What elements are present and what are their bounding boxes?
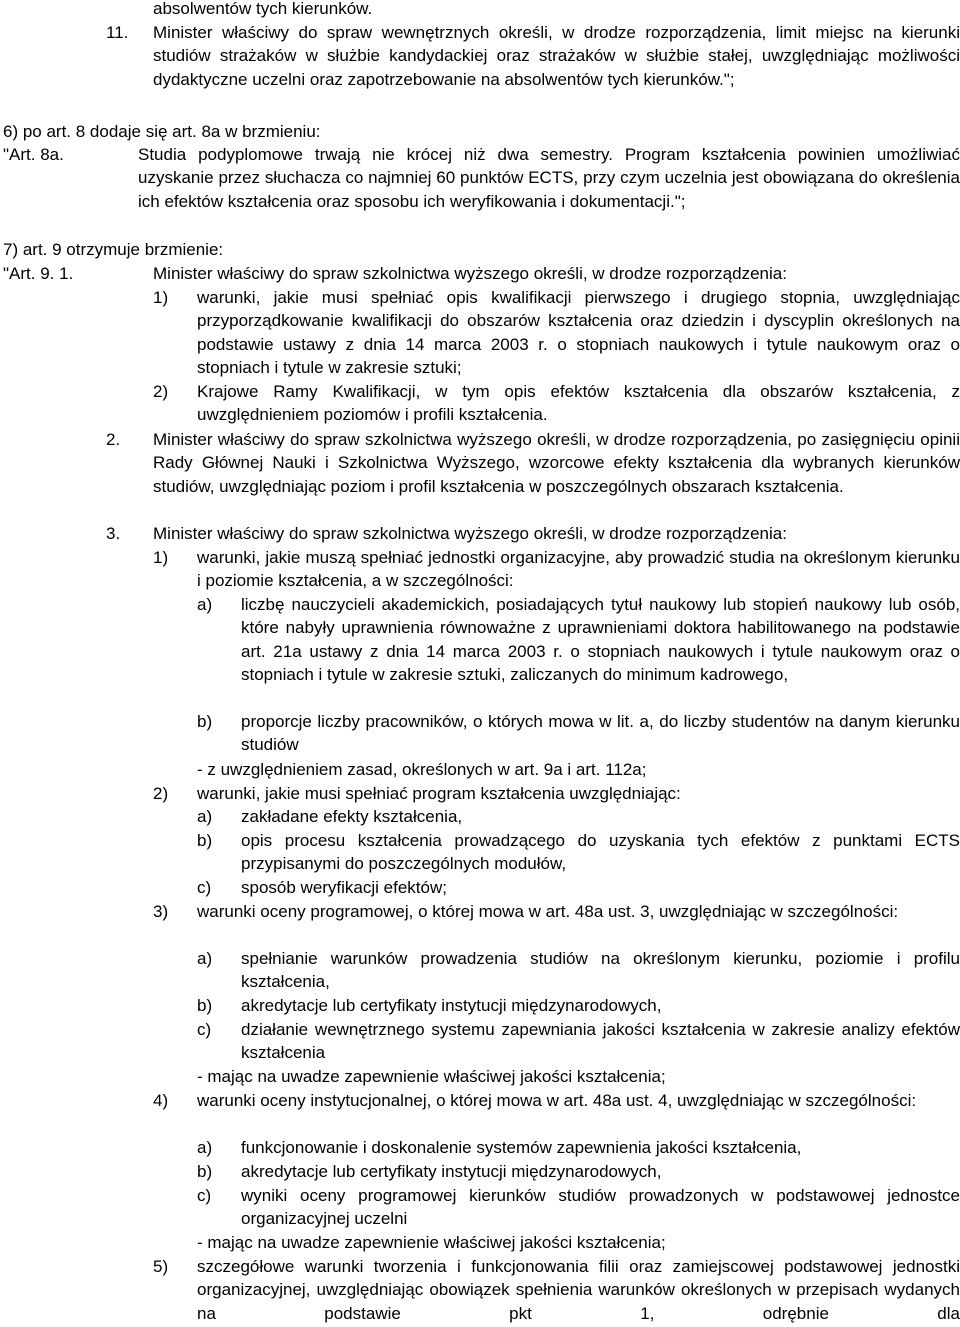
ust-3-pkt-1-text: warunki, jakie muszą spełniać jednostki organizacyjne, aby prowadzić studia na określonym kierunku i poziomie kształcenia, a w szczególności: (197, 548, 960, 591)
ust-3-pkt-1-lit-a-text: liczbę nauczycieli akademickich, posiadających tytuł naukowy lub stopień naukowy lub osób, które nabyły uprawnienia równoważne z uprawnieniami doktora habilitowanego na podstawie art. 21a ustawy z dnia 14 marca 2003 r. o stopniach naukowych i tytule naukowym oraz o stopniach i tytule w zakresie sztuki, zaliczanych do minimum kadrowego, (241, 595, 960, 685)
art-8a-label: "Art. 8a. (3, 145, 64, 164)
ust-3-pkt-2-lit-a-text: zakładane efekty kształcenia, (241, 807, 463, 826)
art-9-ust-1-pkt-1-number: 1) (153, 288, 169, 307)
art-9-ust-2-text: Minister właściwy do spraw szkolnictwa wyższego określi, w drodze rozporządzenia, po zasięgnięciu opinii Rady Głównej Nauki i Szkolnictwa Wyższego, wzorcowe efekty kształcenia dla wybranych kierunków studiów, uwzględniając poziom i profil kształcenia w poszczególnych obszarach kształcenia. (153, 430, 960, 496)
art-9-ust-3-number: 3. (106, 524, 121, 543)
art-9-ust-1-pkt-2-text: Krajowe Ramy Kwalifikacji, w tym opis efektów kształcenia dla obszarów kształcenia, z uwzględnieniem poziomów i profili kształcenia. (197, 382, 960, 425)
ust-3-pkt-4-lit-a-text: funkcjonowanie i doskonalenie systemów zapewnienia jakości kształcenia, (241, 1138, 802, 1157)
art-9-ust-1-pkt-1-text: warunki, jakie musi spełniać opis kwalifikacji pierwszego i drugiego stopnia, uwzględniając przyporządkowanie kwalifikacji do obszarów kształcenia oraz dziedzin i dyscyplin określonych na podstawie ustawy z dnia 14 marca 2003 r. o stopniach naukowych i tytule naukowym oraz o stopniach i tytule w zakresie sztuki; (197, 288, 960, 378)
ust-3-pkt-3-lit-a-letter: a) (197, 949, 213, 968)
ust-3-pkt-2-lit-c-letter: c) (197, 878, 212, 897)
item-11-number: 11. (106, 23, 129, 42)
ust-3-pkt-5-text: szczegółowe warunki tworzenia i funkcjonowania filii oraz zamiejscowej podstawowej jednostki organizacyjnej, uwzględniając obowiązek spełnienia warunków określonych w przepisach wydanych na podstawie pkt 1, odrębnie dla (197, 1257, 960, 1323)
ust-3-pkt-2-number: 2) (153, 784, 169, 803)
ust-3-pkt-4-number: 4) (153, 1091, 169, 1110)
ust-3-pkt-1-lit-a-letter: a) (197, 595, 213, 614)
ust-3-pkt-2-text: warunki, jakie musi spełniać program kształcenia uwzględniając: (197, 784, 681, 803)
ust-3-pkt-2-lit-b-text: opis procesu kształcenia prowadzącego do uzyskania tych efektów z punktami ECTS przypisanymi do poszczególnych modułów, (241, 831, 960, 874)
ust-3-pkt-3-lit-a-text: spełnianie warunków prowadzenia studiów na określonym kierunku, poziomie i profilu kształcenia, (241, 949, 960, 992)
ust-3-pkt-1-number: 1) (153, 548, 169, 567)
art-9-label: "Art. 9. 1. (3, 264, 74, 283)
ust-3-pkt-1-tail: - z uwzględnieniem zasad, określonych w art. 9a i art. 112a; (197, 760, 647, 779)
ust-3-pkt-2-lit-c-text: sposób weryfikacji efektów; (241, 878, 447, 897)
amendment-7-intro: 7) art. 9 otrzymuje brzmienie: (3, 240, 224, 259)
art-9-ust-1-text: Minister właściwy do spraw szkolnictwa wyższego określi, w drodze rozporządzenia: (153, 264, 787, 283)
art-9-ust-3-text: Minister właściwy do spraw szkolnictwa wyższego określi, w drodze rozporządzenia: (153, 524, 787, 543)
amendment-6-intro: 6) po art. 8 dodaje się art. 8a w brzmieniu: (3, 122, 321, 141)
ust-3-pkt-3-lit-b-text: akredytacje lub certyfikaty instytucji międzynarodowych, (241, 996, 662, 1015)
ust-3-pkt-4-lit-c-letter: c) (197, 1186, 212, 1205)
ust-3-pkt-3-number: 3) (153, 902, 169, 921)
ust-3-pkt-1-lit-b-letter: b) (197, 712, 213, 731)
ust-3-pkt-3-tail: - mając na uwadze zapewnienie właściwej jakości kształcenia; (197, 1067, 666, 1086)
ust-3-pkt-4-lit-a-letter: a) (197, 1138, 213, 1157)
ust-3-pkt-3-text: warunki oceny programowej, o której mowa w art. 48a ust. 3, uwzględniając w szczególności: (197, 902, 899, 921)
item-11-text: Minister właściwy do spraw wewnętrznych określi, w drodze rozporządzenia, limit miejsc na kierunki studiów strażaków w służbie kandydackiej oraz strażaków w służbie stałej, uwzględniając możliwości dydaktyczne uczelni oraz zapotrzebowanie na absolwentów tych kierunków."; (153, 23, 960, 89)
ust-3-pkt-2-lit-a-letter: a) (197, 807, 213, 826)
ust-3-pkt-4-lit-c-text: wyniki oceny programowej kierunków studiów prowadzonych w podstawowej jednostce organizacyjnej uczelni (241, 1186, 960, 1229)
ust-3-pkt-4-lit-b-letter: b) (197, 1162, 213, 1181)
ust-3-pkt-3-lit-b-letter: b) (197, 996, 213, 1015)
ust-3-pkt-2-lit-b-letter: b) (197, 831, 213, 850)
ust-3-pkt-3-lit-c-letter: c) (197, 1020, 212, 1039)
carryover-line: absolwentów tych kierunków. (153, 0, 373, 18)
art-8a-text: Studia podyplomowe trwają nie krócej niż dwa semestry. Program kształcenia powinien umożliwiać uzyskanie przez słuchacza co najmniej 60 punktów ECTS, przy czym uczelnia jest obowiązana do określenia ich efektów kształcenia oraz sposobu ich weryfikowania i dokumentacji."; (138, 145, 960, 211)
ust-3-pkt-4-text: warunki oceny instytucjonalnej, o której mowa w art. 48a ust. 4, uwzględniając w szczególności: (197, 1091, 917, 1110)
art-9-ust-1-pkt-2-number: 2) (153, 382, 169, 401)
ust-3-pkt-1-lit-b-text: proporcje liczby pracowników, o których mowa w lit. a, do liczby studentów na danym kierunku studiów (241, 712, 960, 755)
ust-3-pkt-4-lit-b-text: akredytacje lub certyfikaty instytucji międzynarodowych, (241, 1162, 662, 1181)
ust-3-pkt-4-tail: - mając na uwadze zapewnienie właściwej jakości kształcenia; (197, 1233, 666, 1252)
art-9-ust-2-number: 2. (106, 430, 121, 449)
ust-3-pkt-5-number: 5) (153, 1257, 169, 1276)
ust-3-pkt-3-lit-c-text: działanie wewnętrznego systemu zapewniania jakości kształcenia w zakresie analizy efektów kształcenia (241, 1020, 960, 1063)
